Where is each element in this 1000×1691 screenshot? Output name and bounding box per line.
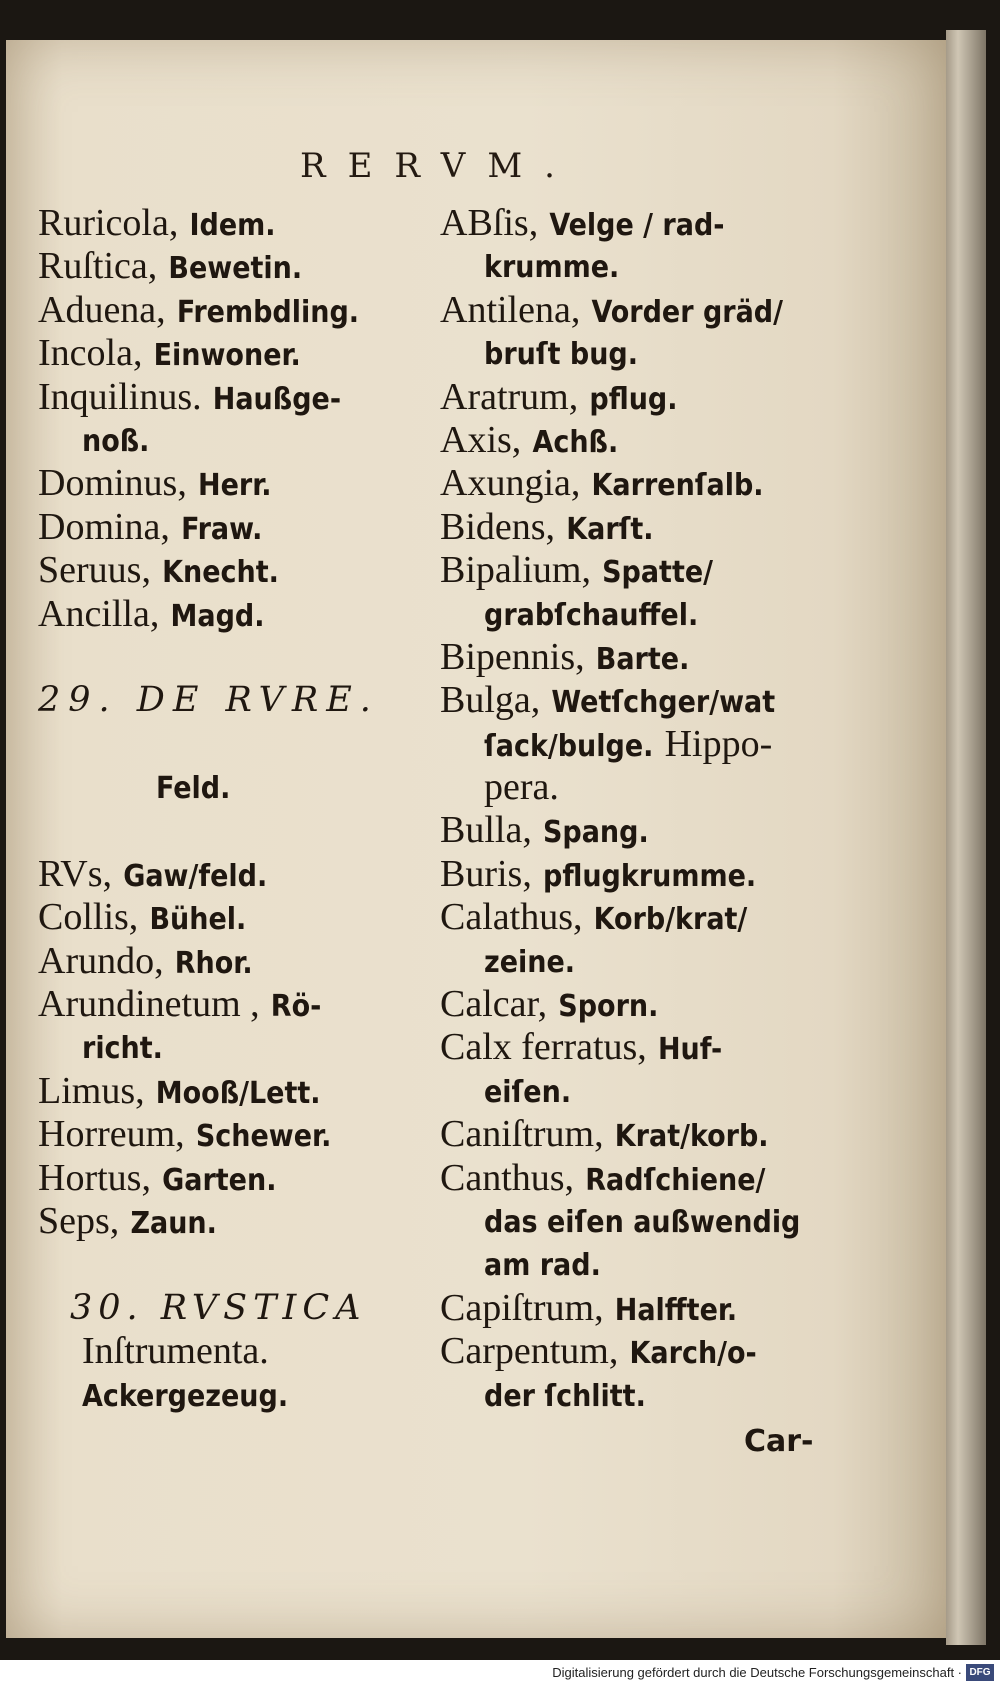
latin-term: Bidens, [440, 505, 556, 548]
entry-line [440, 766, 910, 809]
entry-line [38, 1374, 438, 1417]
left-column [38, 202, 438, 1417]
entry-line [440, 1330, 910, 1373]
entry-line [38, 245, 438, 288]
german-gloss: eiſen. [484, 1074, 572, 1110]
entry-line [38, 332, 438, 375]
entry-line [38, 1070, 438, 1113]
german-gloss: grabſchauffel. [484, 597, 699, 633]
entry-line [38, 506, 438, 549]
latin-term: Ancilla, [38, 592, 160, 635]
entry-line [38, 896, 438, 939]
footer-credit: Digitalisierung gefördert durch die Deutsche Forschungsgemeinschaft · [552, 1665, 962, 1680]
latin-term: Aduena, [38, 288, 166, 331]
entry-line [440, 593, 910, 636]
running-header: RERVM. [300, 146, 577, 186]
entry-line [440, 549, 910, 592]
german-gloss: Einwoner. [153, 338, 301, 374]
section-heading: 30. RVSTICA [70, 1287, 367, 1328]
german-gloss: Krat/korb. [614, 1119, 769, 1155]
entry-line [440, 896, 910, 939]
german-gloss: Spatte/ [602, 555, 714, 591]
latin-term: Seps, [38, 1199, 120, 1242]
entry-line [440, 289, 910, 332]
german-gloss: Schewer. [195, 1119, 332, 1155]
latin-term: Hortus, [38, 1156, 151, 1199]
entry-line [38, 940, 438, 983]
entry-line [38, 1113, 438, 1156]
german-gloss: Zaun. [130, 1205, 217, 1241]
entry-line [440, 1287, 910, 1330]
entry-line [38, 549, 438, 592]
german-gloss: das eiſen außwendig [484, 1204, 801, 1240]
german-gloss: am rad. [484, 1248, 601, 1284]
german-gloss: Mooß/Lett. [155, 1075, 321, 1111]
dfg-logo: DFG [966, 1664, 994, 1681]
german-gloss: Magd. [170, 598, 265, 634]
latin-term: Calx ferratus, [440, 1026, 647, 1069]
entry-line [38, 419, 438, 462]
entry-line [38, 593, 438, 636]
entry-line [38, 462, 438, 505]
right-column [440, 202, 910, 1417]
german-gloss: Rhor. [174, 945, 253, 981]
latin-term: Bulga, [440, 679, 541, 722]
latin-term: Caniſtrum, [440, 1113, 604, 1156]
german-gloss: noß. [82, 423, 150, 459]
entry-line [38, 1330, 438, 1373]
latin-term: Antilena, [440, 288, 581, 331]
latin-term: Limus, [38, 1069, 145, 1112]
entry-line [440, 419, 910, 462]
entry-line [440, 940, 910, 983]
entry-line [440, 809, 910, 852]
entry-line [440, 723, 910, 766]
entry-line [38, 723, 438, 766]
latin-term: pera. [484, 766, 559, 809]
latin-term: Capiſtrum, [440, 1286, 604, 1329]
entry-line [440, 1243, 910, 1286]
entry-line [38, 1157, 438, 1200]
entry-line [440, 1374, 910, 1417]
latin-term: Dominus, [38, 462, 187, 505]
latin-term: Ruſtica, [38, 245, 158, 288]
latin-term: Horreum, [38, 1113, 185, 1156]
german-gloss: ſack/bulge. [484, 728, 654, 764]
german-gloss: zeine. [484, 944, 576, 980]
entry-line [440, 1026, 910, 1069]
latin-term: Inquilinus. [38, 375, 202, 418]
section-heading: 29. DE RVRE. [38, 680, 379, 721]
german-gloss: bruſt bug. [484, 337, 638, 373]
entry-line [440, 636, 910, 679]
latin-term: Calathus, [440, 896, 583, 939]
latin-term: Arundo, [38, 939, 164, 982]
latin-term: Seruus, [38, 549, 151, 592]
latin-term: Canthus, [440, 1156, 575, 1199]
latin-term: Ruricola, [38, 202, 179, 244]
latin-term: ABſis, [440, 202, 539, 244]
entry-line [440, 462, 910, 505]
german-gloss: Velge / rad- [549, 208, 725, 243]
entry-line [38, 202, 438, 245]
latin-term: Arundinetum , [38, 983, 260, 1026]
latin-term: Calcar, [440, 983, 548, 1026]
german-gloss: Ackergezeug. [82, 1378, 289, 1414]
german-gloss: krumme. [484, 250, 620, 286]
german-gloss: Huf- [657, 1032, 723, 1068]
entry-line [38, 289, 438, 332]
latin-term: Carpentum, [440, 1330, 619, 1373]
latin-term: Hippo- [664, 722, 773, 765]
german-gloss: Bewetin. [168, 251, 303, 287]
latin-term: Inſtrumenta. [82, 1330, 269, 1373]
german-gloss: pflugkrumme. [543, 858, 757, 894]
latin-term: Bipalium, [440, 549, 591, 592]
catchword: Car- [744, 1424, 814, 1459]
german-gloss: Fraw. [181, 511, 263, 547]
entry-line [440, 983, 910, 1026]
latin-term: RVs, [38, 852, 113, 895]
entry-line [440, 853, 910, 896]
german-gloss: Karch/o- [629, 1336, 757, 1372]
german-gloss: Frembdling. [176, 294, 360, 330]
entry-line [38, 766, 438, 809]
german-gloss: Halffter. [614, 1292, 738, 1328]
latin-term: Axis, [440, 418, 522, 461]
latin-term: Axungia, [440, 462, 581, 505]
german-gloss: Feld. [156, 771, 231, 807]
entry-line [38, 636, 438, 679]
entry-line [440, 1157, 910, 1200]
german-gloss: Idem. [189, 208, 276, 243]
entry-line [440, 1200, 910, 1243]
entry-line [38, 1200, 438, 1243]
german-gloss: Garten. [162, 1162, 277, 1198]
entry-line [440, 679, 910, 722]
german-gloss: Radſchiene/ [585, 1162, 766, 1198]
latin-term: Domina, [38, 505, 170, 548]
entry-line [440, 332, 910, 375]
german-gloss: der ſchlitt. [484, 1378, 646, 1414]
entry-line [440, 376, 910, 419]
german-gloss: Barte. [595, 641, 690, 677]
entry-line [440, 202, 910, 245]
german-gloss: Wetſchger/wat [551, 685, 776, 721]
page-edge [946, 30, 986, 1645]
latin-term: Buris, [440, 852, 532, 895]
german-gloss: Haußge- [212, 381, 342, 417]
entry-line [440, 245, 910, 288]
entry-line [38, 983, 438, 1026]
german-gloss: Rö- [270, 989, 322, 1025]
german-gloss: Herr. [198, 468, 272, 504]
german-gloss: richt. [82, 1031, 163, 1067]
german-gloss: pflug. [589, 381, 678, 417]
entry-line [38, 853, 438, 896]
german-gloss: Sporn. [558, 989, 659, 1025]
latin-term: Bulla, [440, 809, 532, 852]
entry-line [440, 1070, 910, 1113]
german-gloss: Korb/krat/ [593, 902, 748, 938]
entry-line [38, 1243, 438, 1286]
latin-term: Incola, [38, 332, 143, 375]
entry-line [440, 506, 910, 549]
german-gloss: Achß. [532, 424, 619, 460]
latin-term: Collis, [38, 896, 139, 939]
entry-line [38, 1026, 438, 1069]
entry-line [38, 809, 438, 852]
german-gloss: Vorder gräd/ [591, 294, 783, 330]
latin-term: Bipennis, [440, 635, 585, 678]
german-gloss: Karrenſalb. [591, 468, 764, 504]
german-gloss: Karſt. [566, 511, 654, 547]
german-gloss: Spang. [542, 815, 649, 851]
german-gloss: Knecht. [162, 555, 279, 591]
german-gloss: Bühel. [149, 902, 247, 938]
footer-bar [0, 1660, 1000, 1691]
entry-line [38, 376, 438, 419]
german-gloss: Gaw/feld. [123, 858, 268, 894]
entry-line [440, 1113, 910, 1156]
latin-term: Aratrum, [440, 375, 579, 418]
